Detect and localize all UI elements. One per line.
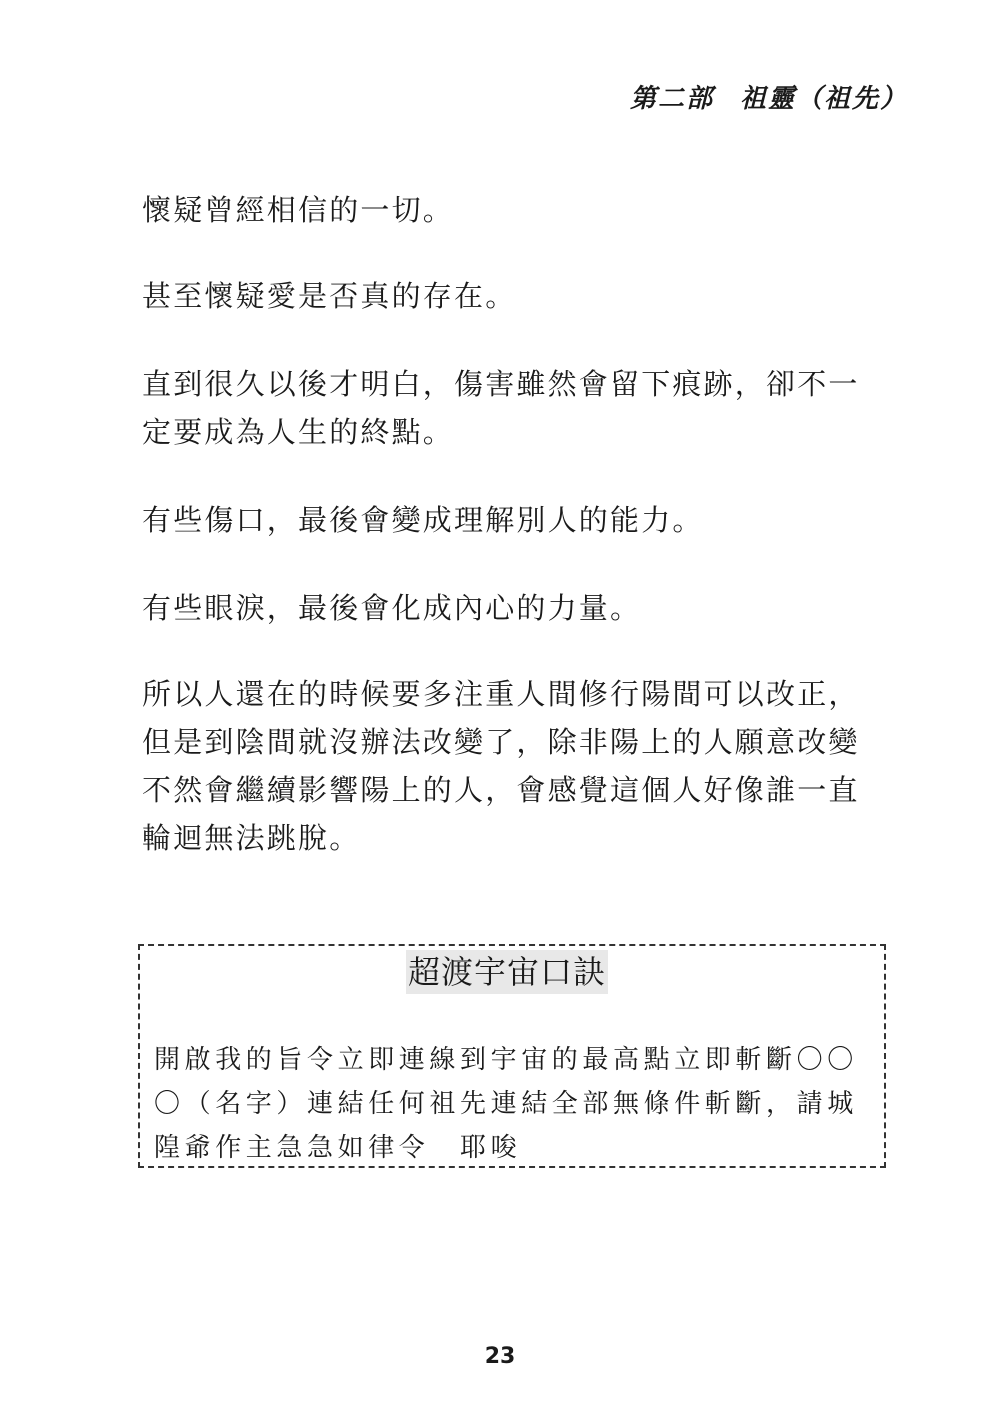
paragraph bbox=[142, 360, 860, 456]
paragraph-line: 不然會繼續影響陽上的人，會感覺這個人好像誰一直 bbox=[142, 773, 860, 807]
paragraph-line: 甚至懷疑愛是否真的存在。 bbox=[142, 279, 517, 313]
chant-text bbox=[154, 1038, 858, 1170]
paragraph-line: 但是到陰間就沒辦法改變了，除非陽上的人願意改變 bbox=[142, 725, 860, 759]
paragraph bbox=[142, 496, 704, 544]
chant-box bbox=[138, 944, 886, 1168]
chapter-label: 第二部 bbox=[629, 84, 714, 114]
paragraph-line: 輪迴無法跳脫。 bbox=[142, 821, 361, 855]
chant-line: 開啟我的旨令立即連線到宇宙的最高點立即斬斷〇〇 bbox=[154, 1045, 858, 1075]
paragraph-line: 有些傷口，最後會變成理解別人的能力。 bbox=[142, 503, 704, 537]
paragraph bbox=[142, 584, 641, 632]
chapter-title: 祖靈（祖先） bbox=[739, 84, 908, 114]
paragraph-line: 直到很久以後才明白，傷害雖然會留下痕跡，卻不一 bbox=[142, 367, 860, 401]
chant-title: 超渡宇宙口訣 bbox=[406, 950, 608, 994]
chant-line: 〇（名字）連結任何祖先連結全部無條件斬斷，請城 bbox=[154, 1089, 858, 1119]
paragraph bbox=[142, 186, 454, 234]
paragraph bbox=[142, 272, 516, 320]
paragraph-line: 所以人還在的時候要多注重人間修行陽間可以改正， bbox=[142, 677, 860, 711]
paragraph-line: 懷疑曾經相信的一切。 bbox=[142, 193, 455, 227]
page-number: 23 bbox=[484, 1344, 516, 1369]
paragraph bbox=[142, 670, 860, 862]
paragraph-line: 定要成為人生的終點。 bbox=[142, 415, 455, 449]
running-header bbox=[630, 78, 908, 115]
paragraph-line: 有些眼淚，最後會化成內心的力量。 bbox=[142, 591, 642, 625]
chant-line: 隍爺作主急急如律令 耶唆 bbox=[154, 1133, 522, 1163]
